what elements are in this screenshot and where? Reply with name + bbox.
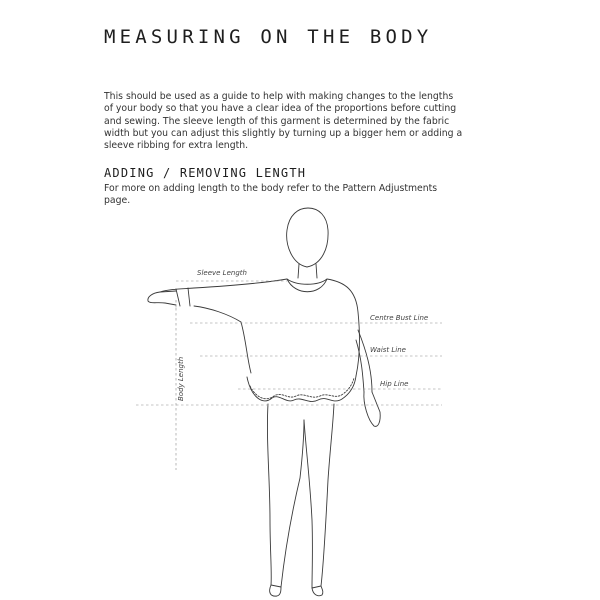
figure-head <box>287 208 328 267</box>
hip-line-label: Hip Line <box>380 380 409 388</box>
body-length-label: Body Length <box>177 356 185 401</box>
waist-line-label: Waist Line <box>370 346 406 354</box>
section-heading: ADDING / REMOVING LENGTH <box>104 166 307 180</box>
figure-neck <box>298 264 317 278</box>
sleeve-cuff <box>176 288 190 306</box>
sweater-hem-rib <box>250 378 354 399</box>
sleeve-length-label: Sleeve Length <box>197 269 247 277</box>
figure-right-leg <box>304 404 334 588</box>
section-note: For more on adding length to the body refer to the Pattern Adjustments page. <box>104 183 438 207</box>
sweater-outline <box>160 279 359 376</box>
intro-paragraph: This should be used as a guide to help with making changes to the lengths of your body so that you have a clear idea of the proportions before cutting and sewing. The sleeve length of this garment is determined by the fabric width but you can adjust this slightly by turning up a bigger hem or adding a sleeve ribbing for extra length. <box>104 91 463 152</box>
figure-left-hand <box>148 291 176 305</box>
page-title: MEASURING ON THE BODY <box>104 26 433 48</box>
figure-right-hand <box>364 392 380 426</box>
figure-left-leg <box>267 404 304 587</box>
centre-bust-line-label: Centre Bust Line <box>370 314 429 322</box>
neck-ribbing <box>287 279 327 292</box>
